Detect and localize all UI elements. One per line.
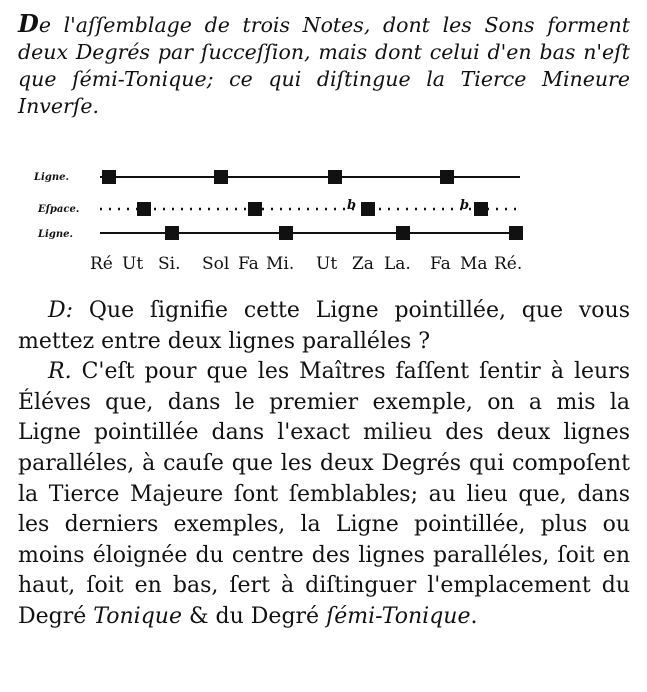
- staff-label-space: Eſpace.: [38, 204, 80, 215]
- note-name: Za: [352, 254, 374, 274]
- note-name: Ré: [90, 254, 113, 274]
- staff-label-bottom-line: Ligne.: [38, 229, 73, 240]
- note-name: La.: [384, 254, 411, 274]
- note-la: [396, 226, 410, 240]
- note-fa-2: [440, 170, 454, 184]
- note-name: Ut: [122, 254, 144, 274]
- flat-sign-ma: b: [460, 198, 470, 213]
- music-staff-diagram: [0, 160, 647, 250]
- note-name: Mi.: [266, 254, 295, 274]
- heading-text: e l'aſſemblage de trois Notes, dont les Sons forment deux Degrés par ſucceſſion, mais dont celui d'en bas n'eſt que ſémi-Tonique; ce qui diſtingue la Tierce Mineure Inverſe.: [18, 13, 630, 118]
- note-name: Ut: [316, 254, 338, 274]
- note-re-2: [509, 226, 523, 240]
- note-name: Ré.: [494, 254, 523, 274]
- answer-end: .: [470, 603, 478, 629]
- note-za: [361, 202, 375, 216]
- answer-conjunction: & du Degré: [188, 603, 320, 629]
- answer-paragraph: [18, 357, 630, 632]
- note-ut-1: [137, 202, 151, 216]
- answer-label: R.: [48, 359, 72, 385]
- question-label: D:: [48, 298, 74, 323]
- note-si: [165, 226, 179, 240]
- dialogue-text: [18, 296, 630, 633]
- question-paragraph: [18, 296, 630, 357]
- note-name: Fa: [238, 254, 259, 274]
- heading-initial: D: [18, 9, 39, 38]
- note-fa-1: [248, 202, 262, 216]
- note-name: Ma: [460, 254, 488, 274]
- note-name: Fa: [430, 254, 451, 274]
- note-name: Si.: [158, 254, 181, 274]
- staff-label-top-line: Ligne.: [34, 172, 69, 183]
- answer-text: C'eſt pour que les Maîtres faſſent ſentir à leurs Éléves que, dans le premier exemple, on a mis la Ligne pointillée dans l'exact milieu des deux lignes paralléles, à cauſe que les deux Degrés qui compoſent la Tierce Majeure ſont ſemblables; au lieu que, dans les derniers exemples, la Ligne pointillée, plus ou moins éloignée du centre des lignes paralléles, ſoit en haut, ſoit en bas, ſert à diſtinguer l'emplacement du Degré: [18, 359, 630, 629]
- note-sol: [214, 170, 228, 184]
- note-ut-2: [328, 170, 342, 184]
- flat-sign-za: b: [347, 198, 357, 213]
- note-re-1: [102, 170, 116, 184]
- term-tonique: Tonique: [93, 603, 182, 629]
- term-semi-tonique: ſémi-Tonique: [326, 603, 471, 629]
- note-mi: [279, 226, 293, 240]
- question-text: Que ſignifie cette Ligne pointillée, que vous mettez entre deux lignes paralléles ?: [18, 298, 630, 354]
- section-heading: [18, 10, 630, 120]
- note-name: Sol: [202, 254, 230, 274]
- note-ma: [474, 202, 488, 216]
